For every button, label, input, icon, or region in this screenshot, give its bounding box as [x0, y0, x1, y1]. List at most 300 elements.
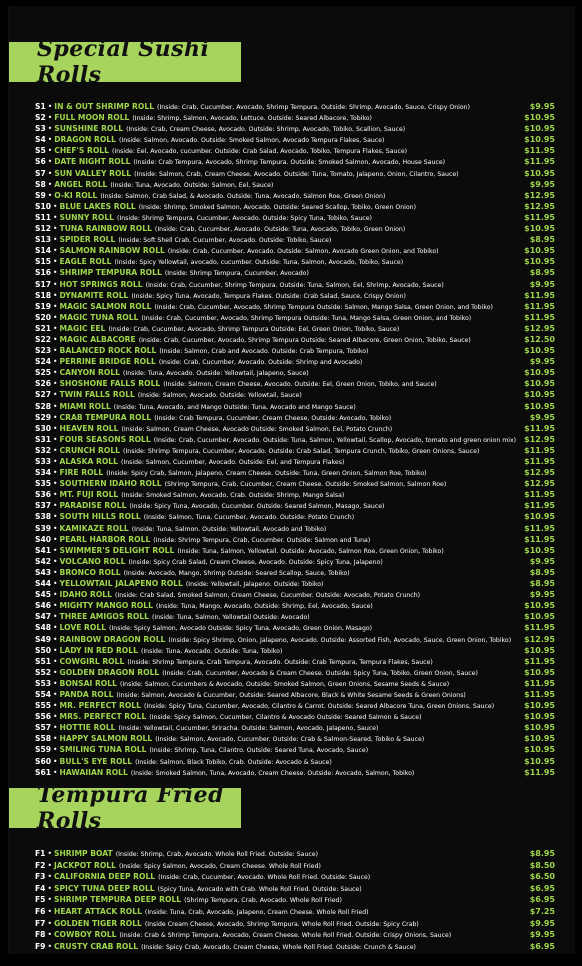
bullet: • [53, 523, 58, 533]
bullet: • [47, 113, 53, 123]
menu-item-name: BRONCO ROLL [59, 567, 121, 577]
menu-item-description: (Inside: Salmon, Cucumbers & Avocado, Outside: Smoked Salmon, Green Onions, Sesame Seeds & Sauce) [119, 680, 450, 688]
bullet: • [53, 545, 58, 555]
menu-item-description: (Inside: Salmon, Cucumber, Avocado. Outside: Eel, and Tempura Flakes) [120, 459, 345, 466]
menu-item-description: (Inside: Spicy Shrimp, Onion, Jalapeno, Avocado. Outside: Assorted Fish, Avocado, Sauce, Green Onion, Tobiko) [168, 636, 512, 644]
menu-item-description: (Inside: Crab, Cucumber, Avocado. Whole Roll Fried. Outside: Sauce) [158, 874, 371, 882]
bullet: • [53, 412, 58, 422]
bullet: • [53, 445, 58, 455]
menu-item-description: (Inside: Smoked Salmon, Tuna, Avocado, Cream Cheese. Outside: Avocado, Salmon, Tobiko) [130, 769, 415, 777]
bullet: • [53, 346, 58, 356]
menu-item-row [35, 744, 555, 755]
menu-item-description: (Inside: Spicy Crab Salad, Cream Cheese, Avocado. Outside: Spicy Tuna, Jalapeno) [128, 558, 383, 566]
menu-item-code: S48 [35, 623, 52, 633]
menu-item-name: PARADISE ROLL [59, 501, 127, 511]
menu-item-description: (Inside: Tuna, Avocado, and Mango Outside: Tuna, Avocado and Mango Sauce) [113, 403, 356, 411]
menu-item-row [35, 478, 555, 489]
bullet: • [53, 323, 58, 333]
menu-item-price: $11.95 [524, 623, 555, 633]
menu-item-code: S10 [35, 201, 52, 211]
menu-item-price: $11.95 [524, 157, 555, 167]
menu-item-code: S54 [35, 689, 52, 699]
menu-item-row [35, 534, 555, 545]
menu-item-row [35, 267, 555, 278]
menu-item-code: S44 [35, 579, 52, 589]
menu-item-code: S51 [35, 656, 52, 666]
menu-item-name: SPIDER ROLL [59, 235, 116, 245]
menu-item-price: $6.50 [529, 872, 555, 882]
special-rolls-banner [9, 36, 241, 88]
bullet: • [47, 146, 53, 156]
bullet: • [53, 612, 58, 622]
menu-item-code: S17 [35, 279, 52, 289]
menu-item-code: F6 [35, 906, 46, 916]
menu-item-row [35, 401, 555, 412]
bullet: • [47, 918, 52, 928]
menu-item-description: (Inside: Tuna, Salmon. Outside: Yellowtail, Avocado and Tobiko) [131, 525, 327, 533]
menu-item-code: S14 [35, 246, 52, 256]
menu-item-price: $12.95 [524, 201, 555, 211]
menu-item-code: S56 [35, 712, 52, 722]
menu-item-code: F1 [35, 849, 46, 858]
menu-item-price: $12.95 [524, 323, 555, 333]
menu-item-row [35, 201, 555, 212]
menu-item-description: (Inside: Tuna, Salmon, Yellowtail. Outside: Avocado, Salmon Roe, Green Onion, Tobiko) [177, 547, 444, 555]
bullet: • [47, 124, 53, 134]
menu-item-row [35, 245, 555, 256]
menu-item-description: (Inside: Tuna, Salmon, Yellowtail Outside: Avocado) [151, 614, 310, 622]
bullet: • [47, 168, 53, 178]
menu-item-price: $12.95 [524, 468, 555, 478]
menu-item-price: $12.95 [524, 190, 555, 200]
tempura-rolls-list [35, 848, 555, 952]
bullet: • [47, 849, 52, 858]
menu-item-code: S2 [35, 113, 46, 123]
menu-item-name: MR. PERFECT ROLL [59, 701, 141, 711]
bullet: • [53, 723, 58, 733]
menu-item-code: S60 [35, 756, 52, 766]
bullet: • [53, 567, 58, 577]
menu-item-description: (Inside: Salmon, Avocado. Outside: Yellowtail, Sauce) [137, 392, 302, 400]
menu-item-code: S15 [35, 257, 52, 267]
bullet: • [53, 601, 58, 611]
menu-item-code: F3 [35, 872, 46, 882]
menu-item-price: $10.95 [524, 379, 555, 389]
menu-item-row [35, 367, 555, 378]
bullet: • [53, 579, 58, 589]
menu-item-name: MAGIC TUNA ROLL [59, 312, 139, 322]
bullet: • [53, 390, 58, 400]
menu-item-row [35, 279, 555, 290]
menu-item-description: (Inside: Crab, Cucumber, Avocado, Shrimp Tempura Outside: Eel, Green Onion, Tobiko, Sauce) [108, 325, 400, 333]
menu-item-price: $10.95 [524, 712, 555, 722]
menu-item-code: S16 [35, 268, 52, 278]
menu-item-name: DATE NIGHT ROLL [54, 157, 131, 167]
menu-item-name: CANYON ROLL [59, 368, 120, 378]
menu-item-name: FIRE ROLL [59, 468, 104, 478]
menu-item-row [35, 223, 555, 234]
menu-item-name: CRUSTY CRAB ROLL [53, 941, 139, 951]
menu-item-description: (Inside: Crab Tempura, Avocado, Shrimp Tempura. Outside: Smoked Salmon, Avocado, House Sauce) [133, 159, 446, 167]
menu-item-name: CALIFORNIA DEEP ROLL [53, 872, 156, 882]
menu-item-description: (Inside: Shrimp Tempura, Crab Tempura, Avocado. Outside: Crab Tempura, Tempura Flakes, Sauce) [127, 658, 433, 666]
menu-item-name: SUNSHINE ROLL [54, 124, 124, 134]
menu-item-name: SUN VALLEY ROLL [54, 168, 132, 178]
menu-item-row [35, 489, 555, 500]
menu-item-price: $10.95 [524, 246, 555, 256]
menu-item-name: O-KI ROLL [54, 190, 98, 200]
menu-item-price: $9.95 [529, 102, 555, 111]
menu-item-price: $12.50 [524, 334, 555, 344]
menu-item-code: S53 [35, 678, 52, 688]
bullet: • [53, 357, 58, 367]
menu-item-code: S58 [35, 734, 52, 744]
menu-item-description: (Inside: Salmon, Crab, Cream Cheese, Avocado. Outside: Tuna, Tomato, Jalapeno, Onion, Cilantro, Sauce) [134, 170, 459, 178]
menu-item-code: F9 [35, 941, 46, 951]
menu-item-row [35, 711, 555, 722]
menu-item-name: HEART ATTACK ROLL [53, 906, 142, 916]
menu-item-name: PEARL HARBOR ROLL [59, 534, 151, 544]
menu-item-name: GOLDEN DRAGON ROLL [59, 667, 160, 677]
menu-item-code: S50 [35, 645, 52, 655]
bullet: • [47, 860, 52, 870]
menu-item-code: S26 [35, 379, 52, 389]
bullet: • [53, 423, 58, 433]
menu-item-description: (Inside: Spicy Salmon, Avocado Outside: Spicy Tuna, Avocado, Green Onion, Masago) [109, 625, 373, 633]
menu-item-description: (Inside: Smoked Salmon, Avocado, Crab. Outside: Shrimp, Mango Salsa) [121, 492, 345, 500]
menu-item-name: MAGIC SALMON ROLL [59, 301, 152, 311]
menu-item-row [35, 345, 555, 356]
menu-item-price: $10.95 [524, 645, 555, 655]
menu-item-price: $12.95 [524, 434, 555, 444]
menu-item-description: (Inside: Tuna, Avocado. Outside: Salmon, Eel, Sauce) [110, 181, 274, 189]
menu-item-code: S52 [35, 667, 52, 677]
menu-item-price: $7.25 [529, 906, 555, 916]
menu-item-row [35, 456, 555, 467]
menu-item-price: $8.95 [529, 268, 555, 278]
menu-item-code: S47 [35, 612, 52, 622]
menu-item-code: S22 [35, 334, 52, 344]
menu-item-description: (Inside: Shrimp, Smoked Salmon, Avocado. Outside: Seared Scallop, Tobiko, Green Onion) [138, 203, 416, 211]
menu-item-code: S35 [35, 479, 52, 489]
menu-item-name: SHOSHONE FALLS ROLL [59, 379, 161, 389]
menu-item-code: S39 [35, 523, 52, 533]
menu-item-description: (Inside: Salmon, Avocado & Cucumber, Outside: Seared Albacore, Black & White Sesame Seeds & Green Onions) [116, 691, 466, 699]
menu-item-name: FULL MOON ROLL [54, 113, 130, 123]
menu-item-code: S24 [35, 357, 52, 367]
menu-item-price: $10.95 [524, 601, 555, 611]
menu-item-price: $8.95 [529, 579, 555, 589]
menu-item-name: HAPPY SALMON ROLL [59, 734, 153, 744]
bullet: • [53, 590, 58, 600]
menu-item-row [35, 883, 555, 895]
menu-item-code: S9 [35, 190, 46, 200]
menu-item-code: S30 [35, 423, 52, 433]
menu-item-row [35, 256, 555, 267]
menu-item-row [35, 190, 555, 201]
menu-item-row [35, 556, 555, 567]
menu-item-row [35, 434, 555, 445]
menu-item-description: (Inside: Crab Salad, Smoked Salmon, Cream Cheese, Cucumber. Outside: Avocado, Potato Crunch) [114, 592, 421, 600]
menu-item-description: (Inside: Eel, Avocado, cucumber. Outside: Crab Salad, Avocado, Tobiko, Tempura Flakes, Sauce) [111, 148, 408, 156]
menu-item-name: ALASKA ROLL [59, 457, 118, 466]
menu-item-row [35, 756, 555, 767]
bullet: • [47, 157, 53, 167]
menu-item-row [35, 356, 555, 367]
menu-item-description: (Inside: Crab, Cucumber, Shrimp Tempura. Outside: Tuna, Salmon, Eel, Shrimp, Avocado, Sauce) [145, 281, 444, 289]
menu-item-code: S40 [35, 534, 52, 544]
menu-item-price: $10.95 [524, 512, 555, 522]
tempura-rolls-banner [9, 782, 241, 834]
tempura-rolls-title: Tempura Fried Rolls [37, 782, 225, 834]
menu-item-description: (Inside: Crab, Cucumber, Avocado. Outside: Tuna, Avocado, Tobiko, Green Onion) [154, 226, 406, 234]
menu-item-description: (Inside: Yellowtail, Jalapeno. Outside: Tobiko) [185, 581, 324, 589]
menu-item-name: FOUR SEASONS ROLL [59, 434, 151, 444]
menu-item-code: S42 [35, 556, 52, 566]
menu-item-description: (Inside: Shrimp Tempura, Cucumber, Avocado. Outside: Spicy Tuna, Tobiko, Sauce) [117, 214, 372, 222]
menu-item-code: S7 [35, 168, 46, 178]
menu-item-row [35, 500, 555, 511]
menu-item-name: GOLDEN TIGER ROLL [53, 918, 142, 928]
menu-item-description: (Inside: Tuna, Mango, Avocado, Outside: Shrimp, Eel, Avocado, Sauce) [155, 603, 373, 611]
menu-item-price: $10.95 [524, 401, 555, 411]
menu-item-code: F2 [35, 860, 46, 870]
menu-item-code: S25 [35, 368, 52, 378]
menu-item-description: (Inside: Soft Shell Crab, Cucumber, Avocado. Outside: Tobiko, Sauce) [118, 237, 332, 245]
menu-item-row [35, 689, 555, 700]
menu-item-row [35, 733, 555, 744]
bullet: • [53, 379, 58, 389]
menu-item-name: HOTTIE ROLL [59, 723, 116, 733]
menu-item-code: S31 [35, 434, 52, 444]
menu-item-row [35, 656, 555, 667]
menu-item-name: MIAMI ROLL [59, 401, 111, 411]
menu-item-description: (Inside: Shrimp, Crab, Avocado. Whole Roll Fried. Outside: Sauce) [115, 851, 318, 858]
menu-item-price: $11.95 [524, 146, 555, 156]
menu-item-price: $10.95 [524, 390, 555, 400]
menu-item-description: (Inside: Crab, Cucumber, Avocado, Shrimp Tempura Outside: Salmon, Mango Salsa, Green Onion, and Tobiko) [154, 303, 493, 311]
menu-item-row [35, 156, 555, 167]
menu-item-description: (Inside: Salmon, Crab Salad, & Avocado. Outside: Tuna, Avocado, Salmon Roe, Green Onion) [100, 192, 386, 200]
bullet: • [47, 906, 52, 916]
menu-item-row [35, 645, 555, 656]
menu-item-row [35, 101, 555, 112]
menu-item-code: S32 [35, 445, 52, 455]
menu-item-price: $11.95 [524, 301, 555, 311]
special-rolls-list [35, 101, 555, 778]
menu-item-code: S20 [35, 312, 52, 322]
menu-item-description: (Inside Cream Cheese, Avocado, Shrimp Tempura. Whole Roll Fried. Outside: Spicy Crab) [144, 920, 419, 928]
menu-item-code: S43 [35, 567, 52, 577]
menu-item-name: IN & OUT SHRIMP ROLL [54, 102, 155, 111]
menu-item-name: RAINBOW DRAGON ROLL [59, 634, 166, 644]
menu-item-code: S3 [35, 124, 46, 134]
menu-item-row [35, 700, 555, 711]
menu-item-description: (Inside: Spicy Crab, Avocado, Cream Cheese, Whole Roll Fried. Outside: Crunch & Sauce) [141, 943, 416, 951]
menu-item-description: (Inside: Salmon, Crab and Avocado. Outside: Crab Tempura, Tobiko) [159, 348, 369, 356]
menu-item-code: F4 [35, 883, 46, 893]
bullet: • [53, 701, 58, 711]
bullet: • [53, 235, 58, 245]
menu-item-name: THREE AMIGOS ROLL [59, 612, 149, 622]
menu-item-description: (Inside: Tuna, Crab, Avocado, Jalapeno, Cream Cheese. Whole Roll Fried) [144, 908, 369, 916]
menu-item-code: S45 [35, 590, 52, 600]
menu-item-row [35, 906, 555, 918]
menu-item-name: SALMON RAINBOW ROLL [59, 246, 165, 256]
menu-item-row [35, 445, 555, 456]
menu-item-code: S28 [35, 401, 52, 411]
menu-item-price: $10.95 [524, 368, 555, 378]
bullet: • [53, 512, 58, 522]
menu-item-name: HEAVEN ROLL [59, 423, 119, 433]
menu-item-code: S49 [35, 634, 52, 644]
menu-item-description: (Inside: Spicy Tuna, Avocado, Cucumber. Outside: Seared Salmon, Masago, Sauce) [129, 503, 385, 511]
bullet: • [47, 895, 52, 905]
menu-item-code: S21 [35, 323, 52, 333]
menu-item-name: SHRIMP TEMPURA ROLL [59, 268, 162, 278]
menu-item-row [35, 567, 555, 578]
menu-item-name: KAMIKAZE ROLL [59, 523, 129, 533]
menu-item-name: MAGIC ALBACORE [59, 334, 136, 344]
menu-item-row [35, 467, 555, 478]
menu-item-name: COWBOY ROLL [53, 930, 117, 940]
menu-item-description: (Inside: Salmon, Cream Cheese, Avocado Outside: Smoked Salmon, Eel, Potato Crunch) [121, 425, 393, 433]
menu-item-row [35, 929, 555, 941]
menu-item-row [35, 600, 555, 611]
menu-item-name: PANDA ROLL [59, 689, 114, 699]
menu-item-row [35, 112, 555, 123]
menu-item-row [35, 589, 555, 600]
menu-item-code: S57 [35, 723, 52, 733]
menu-item-name: HOT SPRINGS ROLL [59, 279, 143, 289]
menu-item-price: $9.95 [529, 179, 555, 189]
bullet: • [53, 279, 58, 289]
menu-item-name: VOLCANO ROLL [59, 556, 126, 566]
menu-item-price: $11.95 [524, 423, 555, 433]
menu-item-price: $9.95 [529, 930, 555, 940]
menu-item-name: HAWAIIAN ROLL [59, 767, 128, 777]
bullet: • [53, 334, 58, 344]
menu-item-code: S36 [35, 490, 52, 500]
menu-item-description: (Inside: Shrimp, Salmon, Avocado, Lettuce. Outside: Seared Albacore, Tobiko) [132, 115, 372, 123]
menu-item-name: SOUTH HILLS ROLL [59, 512, 141, 522]
menu-item-price: $6.95 [529, 941, 555, 951]
menu-item-row [35, 323, 555, 334]
menu-item-row [35, 412, 555, 423]
menu-item-price: $10.95 [524, 701, 555, 711]
menu-item-row [35, 145, 555, 156]
menu-item-description: (Inside: Crab, Cucumber, Avocado, Shrimp Tempura. Outside: Shrimp, Avocado, Sauce, Crispy Onion) [157, 104, 470, 111]
menu-item-row [35, 941, 555, 953]
menu-item-code: S12 [35, 224, 52, 234]
bullet: • [53, 767, 58, 777]
menu-item-code: S8 [35, 179, 46, 189]
menu-item-price: $8.95 [529, 235, 555, 245]
bullet: • [47, 135, 53, 145]
bullet: • [53, 501, 58, 511]
menu-item-code: S19 [35, 301, 52, 311]
bullet: • [47, 179, 53, 189]
menu-item-description: (Inside: Crab, Cucumber, Avocado, Shrimp Tempura Outside: Tuna, Mango Salsa, Green Onion, and Tobiko) [141, 314, 472, 322]
bullet: • [53, 224, 58, 234]
bullet: • [53, 689, 58, 699]
menu-item-name: BLUE LAKES ROLL [59, 201, 136, 211]
menu-item-name: MIGHTY MANGO ROLL [59, 601, 153, 611]
menu-item-code: S37 [35, 501, 52, 511]
menu-item-row [35, 894, 555, 906]
menu-item-price: $10.95 [524, 612, 555, 622]
bullet: • [53, 312, 58, 322]
menu-item-price: $6.95 [529, 895, 555, 905]
menu-item-price: $10.95 [524, 745, 555, 755]
menu-item-description: (Inside: Salmon, Cream Cheese, Avocado. Outside: Eel, Green Onion, Tobiko, and Sauce) [163, 381, 437, 389]
menu-item-row [35, 678, 555, 689]
menu-item-price: $10.95 [524, 168, 555, 178]
menu-item-name: IDAHO ROLL [59, 590, 112, 600]
menu-item-row [35, 312, 555, 323]
menu-item-description: (Inside: Yellowtail, Cucumber, Sriracha. Outside: Salmon, Avocado, Jalapeno, Sauce) [118, 725, 379, 733]
bullet: • [53, 301, 58, 311]
menu-item-description: (Inside: Salmon, Avocado, Cucumber. Outside: Crab & Salmon-Seared, Tobiko & Sauce) [155, 736, 425, 744]
bullet: • [47, 102, 53, 111]
menu-item-row [35, 722, 555, 733]
menu-item-price: $10.95 [524, 734, 555, 744]
menu-item-row [35, 389, 555, 400]
bullet: • [53, 257, 58, 267]
menu-item-price: $10.95 [524, 224, 555, 234]
menu-item-row [35, 123, 555, 134]
special-rolls-title: Special Sushi Rolls [37, 36, 210, 88]
bullet: • [53, 201, 58, 211]
menu-item-price: $11.95 [524, 312, 555, 322]
menu-item-description: (Inside: Spicy Salmon, Cucumber, Cilantro & Avocado Outside: Seared Salmon & Sauce) [149, 714, 422, 722]
menu-item-code: S27 [35, 390, 52, 400]
menu-item-name: SHRIMP TEMPURA DEEP ROLL [53, 895, 182, 905]
menu-page [8, 6, 575, 954]
menu-item-description: (Inside: Tuna, Avocado. Outside: Tuna, Tobiko) [140, 647, 283, 655]
menu-item-price: $11.95 [524, 445, 555, 455]
menu-item-price: $10.95 [524, 135, 555, 145]
menu-item-name: DYNAMITE ROLL [59, 290, 129, 300]
menu-item-price: $10.95 [524, 756, 555, 766]
bullet: • [53, 468, 58, 478]
bullet: • [53, 479, 58, 489]
menu-item-price: $9.95 [529, 412, 555, 422]
menu-item-row [35, 918, 555, 930]
menu-item-code: S13 [35, 235, 52, 245]
menu-item-row [35, 168, 555, 179]
menu-item-name: TUNA RAINBOW ROLL [59, 224, 152, 234]
menu-item-price: $11.95 [524, 656, 555, 666]
bullet: • [47, 190, 53, 200]
bullet: • [53, 368, 58, 378]
bullet: • [53, 645, 58, 655]
menu-item-description: (Inside: Tuna, Avocado. Outside: Yellowtail, Jalapeno, Sauce) [123, 370, 309, 378]
menu-item-row [35, 134, 555, 145]
menu-item-price: $10.95 [524, 257, 555, 267]
menu-item-price: $11.95 [524, 290, 555, 300]
menu-item-description: (Inside: Crab Tempura, Cucumber, Cream Cheese, Outside: Avocado, Tobiko) [154, 414, 392, 422]
bullet: • [53, 623, 58, 633]
menu-item-code: S59 [35, 745, 52, 755]
menu-item-name: CRUNCH ROLL [59, 445, 121, 455]
menu-item-description: (Inside: Avocado, Mango, Shrimp Outside: Seared Scallop, Sauce, Tobiko) [123, 569, 350, 577]
menu-item-price: $9.95 [529, 279, 555, 289]
menu-item-name: YELLOWTAIL JALAPENO ROLL [59, 579, 183, 589]
bullet: • [53, 212, 58, 222]
menu-item-code: S18 [35, 290, 52, 300]
bullet: • [53, 401, 58, 411]
